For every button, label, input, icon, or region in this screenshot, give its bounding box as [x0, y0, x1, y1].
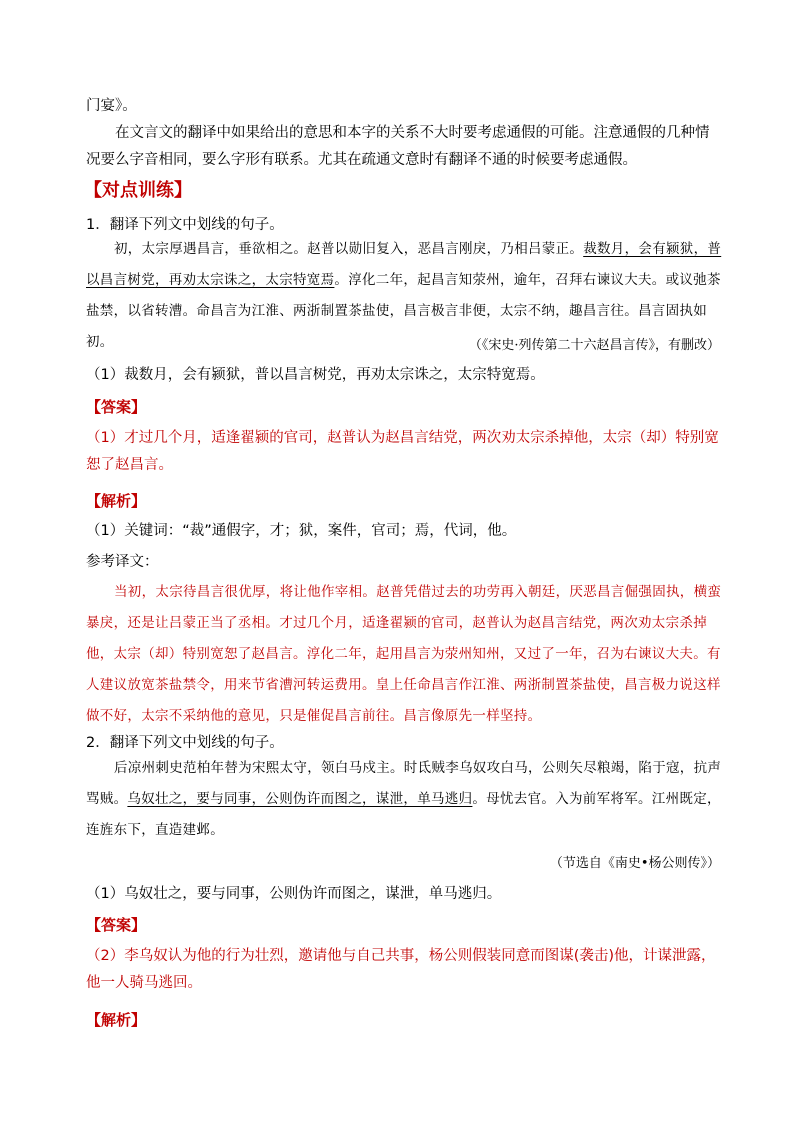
q2-passage	[86, 753, 722, 846]
q1-source: （《宋史·列传第二十六赵昌言传》，有删改）	[468, 338, 720, 353]
q1-passage-text-b: 。淳化二年，起昌言知荥州，逾年，召拜右谏议大夫。或议弛茶盐禁，以省转漕。命昌言为江淮、两浙制置茶盐使，昌言极言非便，太宗不纳，趣昌言往。昌言固执如初。	[86, 272, 721, 350]
q1-subquestion: （1）裁数月，会有颍狱，普以昌言树党，再劝太宗诛之，太宗特宽焉。	[86, 367, 545, 383]
intro-paragraph: 在文言文的翻译中如果给出的意思和本字的关系不大时要考虑通假的可能。注意通假的几种情况要么字音相同，要么字形有联系。尤其在疏通文意时有翻译不通的时候要考虑通假。	[86, 125, 710, 168]
q1-analysis-label: 【解析】	[86, 492, 147, 510]
q2-analysis-label: 【解析】	[86, 1011, 147, 1029]
q2-prompt: 2．翻译下列文中划线的句子。	[86, 735, 284, 751]
q1-prompt: 1．翻译下列文中划线的句子。	[86, 217, 284, 233]
q1-passage-underlined: 裁数月，会有颍狱，普以昌言树党，再劝太宗诛之，太宗特宽焉	[86, 241, 722, 288]
q2-passage-text-a: 后凉州刺史范柏年替为宋熙太守，领白马戍主。时氐贼李乌奴攻白马，公则矢尽粮竭，陷于寇，抗声骂贼。	[86, 760, 722, 807]
q2-answer: （2）李乌奴认为他的行为壮烈，邀请他与自己共事，杨公则假装同意而图谋(袭击)他，计谋泄露，他一人骑马逃回。	[86, 948, 716, 991]
q1-analysis: （1）关键词：“裁”通假字，才；狱，案件，官司；焉，代词，他。	[86, 523, 517, 539]
q1-answer: （1）才过几个月，适逢翟颍的官司，赵普认为赵昌言结党，两次劝太宗杀掉他，太宗（却）特别宽恕了赵昌言。	[86, 430, 719, 473]
q1-reference-label: 参考译文：	[86, 554, 159, 570]
q2-passage-text-b: 。母忧去官。入为前军将军。江州既定，连旌东下，直造建邺。	[86, 791, 721, 838]
q1-passage-text-a: 初，太宗厚遇昌言，垂欲相之。赵普以勋旧复入，恶昌言刚戾，乃相吕蒙正。	[114, 241, 584, 257]
q2-answer-label: 【答案】	[86, 916, 147, 934]
q1-answer-label: 【答案】	[86, 398, 147, 416]
intro-line: 门宴》。	[86, 98, 137, 114]
q2-passage-underlined: 乌奴壮之，要与同事，公则伪许而图之，谋泄，单马逃归	[127, 791, 473, 807]
q1-reference-translation: 当初，太宗待昌言很优厚，将让他作宰相。赵普凭借过去的功劳再入朝廷，厌恶昌言倔强固执，横蛮暴戾，还是让吕蒙正当了丞相。才过几个月，适逢翟颍的官司，赵普认为赵昌言结党，两次劝太宗杀掉他，太宗（却）特别宽恕了赵昌言。淳化二年，起用昌言为荥州知州，又过了一年，召为右谏议大夫。有人建议放宽茶盐禁令，用来节省漕河转运费用。皇上任命昌言作江淮、两浙制置茶盐使，昌言极力说这样做不好，太宗不采纳他的意见，只是催促昌言前往。昌言像原先一样坚持。	[86, 584, 722, 724]
q2-source: （节选自《南史•杨公则传》）	[549, 856, 720, 871]
q2-subquestion: （1）乌奴壮之，要与同事，公则伪许而图之，谋泄，单马逃归。	[86, 886, 502, 902]
section-title: 【对点训练】	[84, 180, 192, 201]
